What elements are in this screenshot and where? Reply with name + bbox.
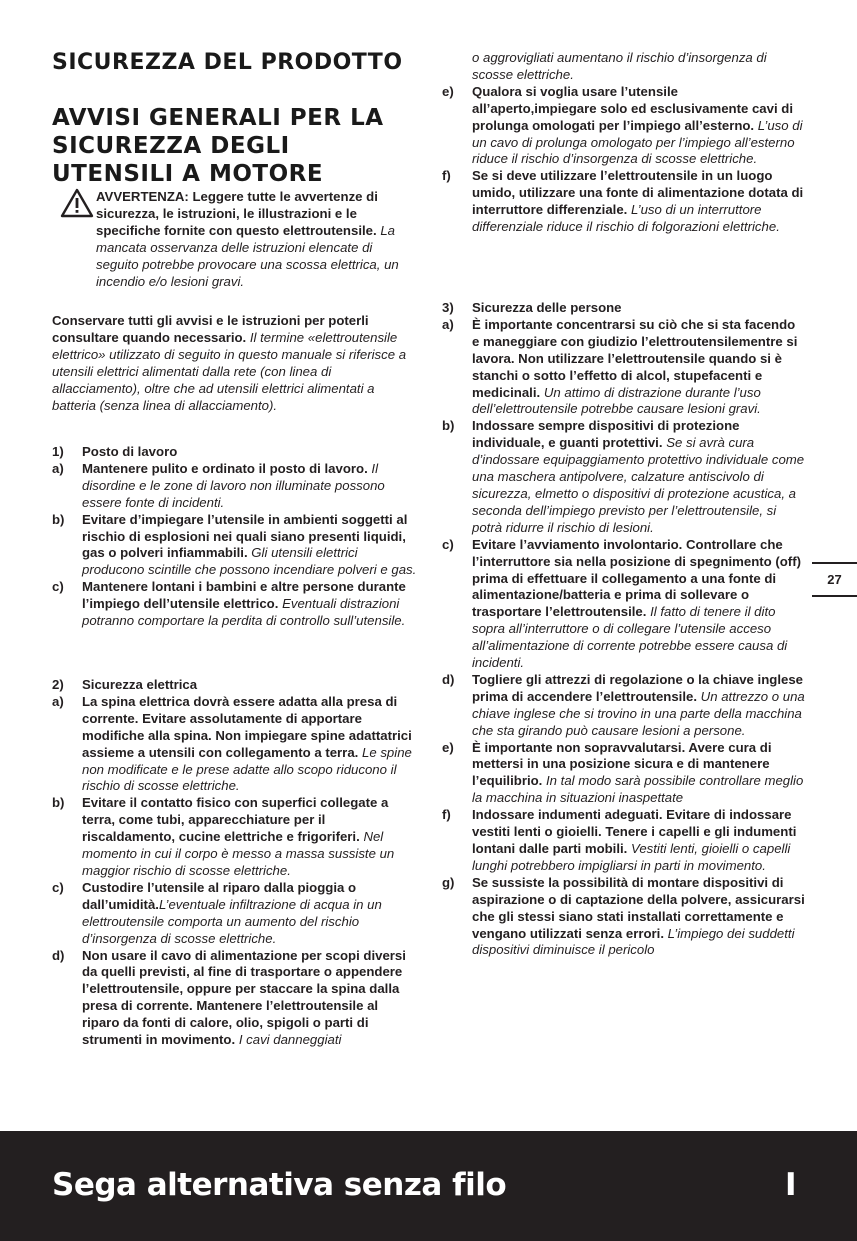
list-item: d) Non usare il cavo di alimentazione per scopi diversi da quelli previsti, al fine di trasportare o appendere l’elettroutensile, oppure per staccare la spina dalla presa di corrente. Mantenere l’elettroutensile al riparo da fonti di calore, olio, spigoli o parti di strumenti in movimento. I cavi danneggiati bbox=[52, 947, 406, 1048]
warning-block bbox=[52, 188, 418, 290]
list-item: c) Evitare l’avviamento involontario. Controllare che l’interruttore sia nella posizione di spegnimento (off) prima di effettuare il collegamento a una fonte di alimentazione/batteria e prima di sollevare o trasportare l’elettroutensile. Il fatto di tenere il dito sopra all’interruttore o di collegare l’utensile acceso all’alimentazione di corrente potrebbe essere causa di incidenti. bbox=[442, 536, 801, 671]
list-item: f) Se si deve utilizzare l’elettroutensile in un luogo umido, utilizzare una fonte di alimentazione dotata di interruttore differenziale. L’uso di un interruttore differenziale riduce il rischio di folgorazioni elettriche. bbox=[442, 168, 804, 235]
section-title-1: Posto di lavoro bbox=[82, 444, 178, 459]
general-title: AVVISI GENERALI PER LA SICUREZZA DEGLI UTENSILI A MOTORE bbox=[52, 105, 384, 187]
warning-italic: La mancata osservanza delle istruzioni elencate di seguito potrebbe provocare una scossa elettrica, un incendio e/o lesioni gravi. bbox=[96, 223, 399, 289]
keep-italic: Il termine «elettroutensile elettrico» utilizzato di seguito in questo manuale si riferisce a utensili elettrici alimentati dalla rete (con linea di allacciamento), oltre che ad utensili elettrici alimentati a batteria (senza linea di allacciamento). bbox=[52, 330, 407, 413]
list-item: d) Togliere gli attrezzi di regolazione o la chiave inglese prima di accendere l’elettroutensile. Un attrezzo o una chiave inglese che si trovino in una parte della macchina che sta girando può causare lesioni a persone. bbox=[442, 671, 805, 738]
warning-bold: AVVERTENZA: Leggere tutte le avvertenze di sicurezza, le istruzioni, le illustrazioni e le specifiche fornite con questo elettroutensile. bbox=[96, 189, 378, 238]
list-item: b) Evitare d’impiegare l’utensile in ambienti soggetti al rischio di esplosioni nei quali siano presenti liquidi, gas o polveri infiammabili. Gli utensili elettrici producono scintille che possono incendiare polveri e gas. bbox=[52, 511, 417, 578]
list-item: b) Indossare sempre dispositivi di protezione individuale, e guanti protettivi. Se si avrà cura d’indossare equipaggiamento protettivo individuale come una maschera antipolvere, calzature antiscivolo di sicurezza, elmetto o dispositivi di protezione acustica, a seconda dell’impiego previsto per l’elettroutensile, si potrà ridurre il rischio di lesioni. bbox=[442, 418, 805, 535]
section-3 bbox=[442, 300, 806, 959]
list-item: c) Mantenere lontani i bambini e altre persone durante l’impiego dell’utensile elettrico. Eventuali distrazioni potranno comportare la perdita di controllo sull’utensile. bbox=[52, 579, 406, 629]
list-item: a) Mantenere pulito e ordinato il posto di lavoro. Il disordine e le zone di lavoro non illuminate possono essere fonte di incidenti. bbox=[52, 460, 385, 510]
section-2 bbox=[52, 677, 418, 1049]
footer-bar bbox=[0, 1131, 857, 1241]
list-item: a) La spina elettrica dovrà essere adatta alla presa di corrente. Evitare assolutamente di apportare modifiche alla spina. Non impiegare spine adattatrici assieme a utensili con collegamento a terra. Le spine non modificate e le prese adatte allo scopo riducono il rischio di scosse elettriche. bbox=[52, 693, 412, 794]
section-1 bbox=[52, 444, 418, 630]
list-item: g) Se sussiste la possibilità di montare dispositivi di aspirazione o di captazione della polvere, assicurarsi che gli stessi siano stati installati correttamente e vengano utilizzati senza errori. L’impiego dei suddetti dispositivi diminuisce il pericolo bbox=[442, 874, 805, 958]
warning-triangle-icon bbox=[60, 188, 94, 218]
continued-text: o aggrovigliati aumentano il rischio d’insorgenza di scosse elettriche. bbox=[472, 50, 767, 82]
footer-title: Sega alternativa senza filo bbox=[52, 1167, 507, 1203]
list-item: c) Custodire l’utensile al riparo dalla pioggia o dall’umidità.L’eventuale infiltrazione di acqua in un elettroutensile comporta un aumento del rischio d’insorgenza di scosse elettriche. bbox=[52, 879, 382, 946]
keep-block bbox=[52, 312, 418, 414]
list-item: e) Qualora si voglia usare l’utensile all’aperto,impiegare solo ed esclusivamente cavi di prolunga omologati per l’impiego all’esterno. L’uso di un cavo di prolunga omologato per l’impiego all’esterno riduce il rischio d’insorgenza di scosse elettriche. bbox=[442, 83, 803, 167]
section-number: 1) bbox=[52, 444, 64, 459]
list-item: f) Indossare indumenti adeguati. Evitare di indossare vestiti lenti o gioielli. Tenere i capelli e gli indumenti lontani dalle parti mobili. Vestiti lenti, gioielli o capelli lunghi potrebbero impigliarsi in parti in movimento. bbox=[442, 807, 797, 873]
section-title-3: Sicurezza delle persone bbox=[472, 300, 622, 315]
list-item: a) È importante concentrarsi su ciò che si sta facendo e maneggiare con giudizio l’elettroutensilementre si lavora. Non utilizzare l’elettroutensile quando si è stanchi o sotto l’effetto di alcol, stupefacenti e medicinali. Un attimo di distrazione durante l’uso dell’elettroutensile potrebbe causare lesioni gravi. bbox=[442, 316, 798, 417]
section-title: SICUREZZA DEL PRODOTTO bbox=[52, 50, 403, 75]
section-title-2: Sicurezza elettrica bbox=[82, 677, 198, 692]
page-number: 27 bbox=[812, 562, 857, 597]
list-item: b) Evitare il contatto fisico con superfici collegate a terra, come tubi, apparecchiature per il riscaldamento, cucine elettriche e frigoriferi. Nel momento in cui il corpo è messo a massa sussiste un maggior rischio di scosse elettriche. bbox=[52, 795, 395, 878]
right-column-top bbox=[442, 50, 806, 236]
keep-bold: Conservare tutti gli avvisi e le istruzioni per poterli consultare quando necessario. bbox=[52, 313, 369, 345]
section-number: 2) bbox=[52, 677, 64, 692]
list-item: e) È importante non sopravvalutarsi. Avere cura di mettersi in una posizione sicura e di mantenere l’equilibrio. In tal modo sarà possibile controllare meglio la macchina in situazioni inaspettate bbox=[442, 739, 804, 806]
section-number: 3) bbox=[442, 300, 454, 315]
footer-language: I bbox=[785, 1167, 797, 1203]
